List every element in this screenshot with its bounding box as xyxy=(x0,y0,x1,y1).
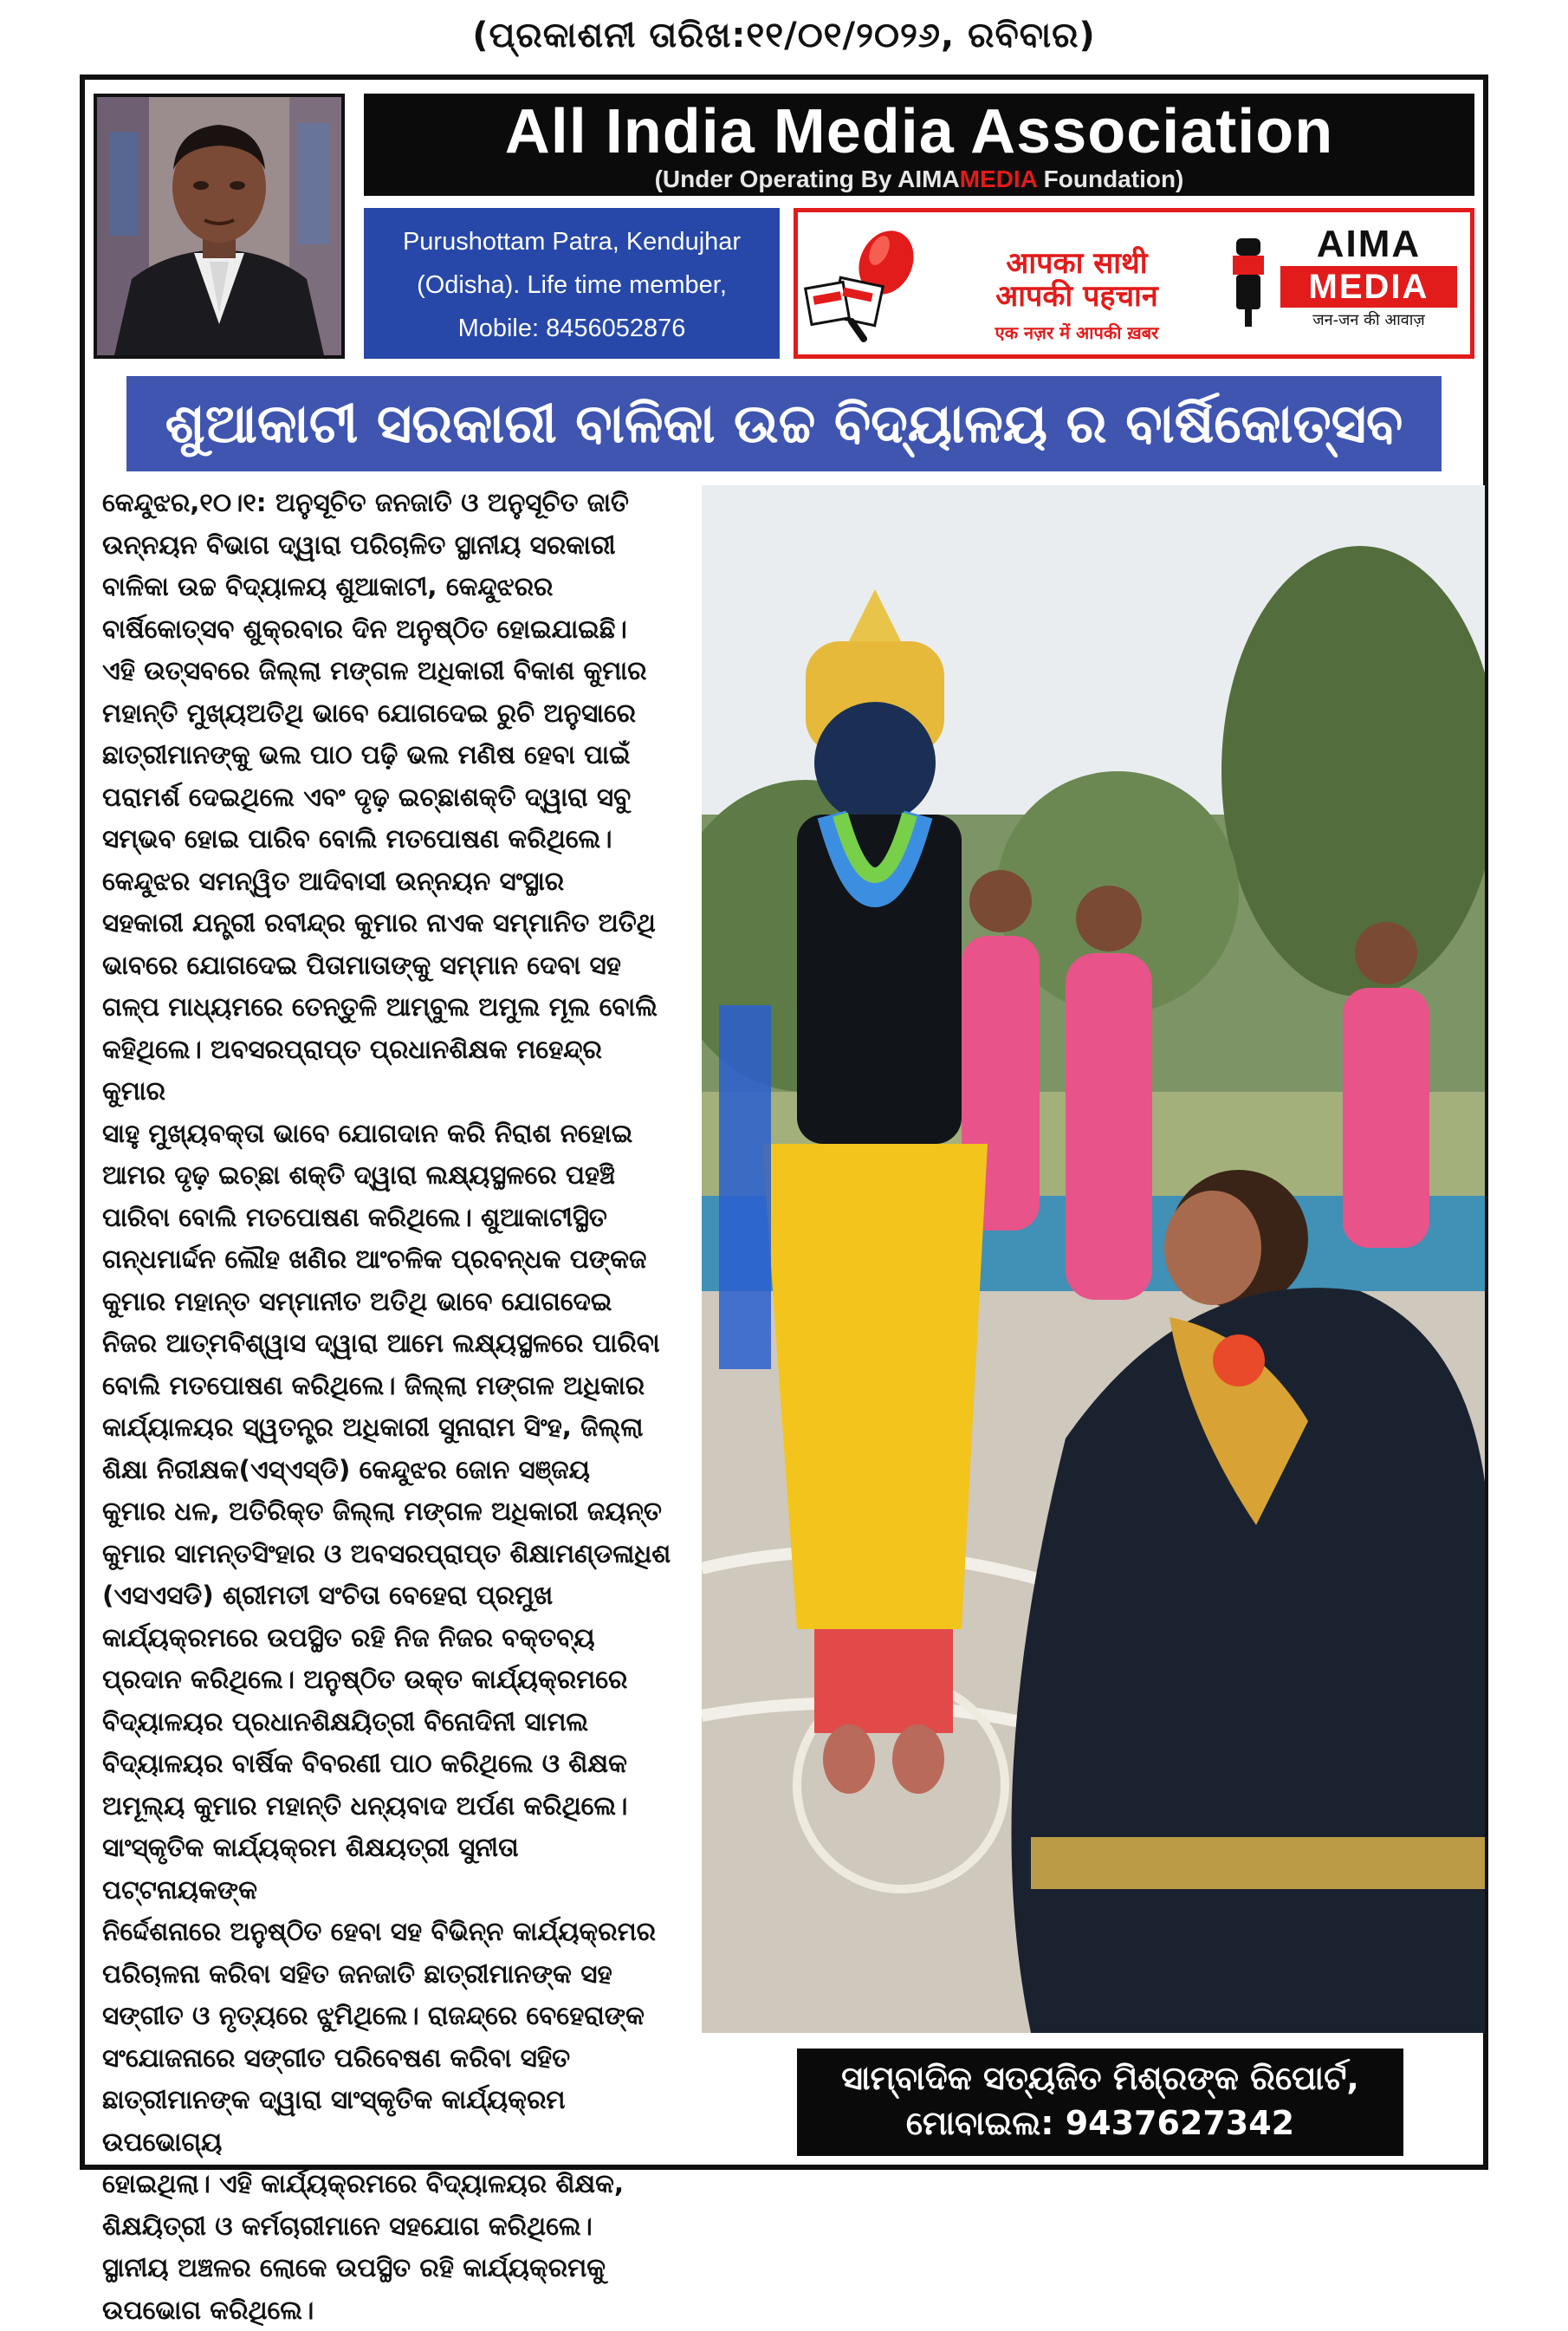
member-mobile-line: Mobile: 8456052876 xyxy=(457,315,686,342)
reporter-credit xyxy=(797,2049,1403,2156)
association-subtitle xyxy=(364,166,1474,192)
subtitle-suffix: Foundation) xyxy=(1036,166,1184,192)
mini-mic-logo-icon xyxy=(1229,238,1267,328)
article-body: କେନ୍ଦୁଝର,୧୦।୧: ଅନୁସୂଚିତ ଜନଜାତି ଓ ଅନୁସୂଚିତ ଜାତି ଉନ୍ନୟନ ବିଭାଗ ଦ୍ୱାରା ପରିଚାଳିତ ସ୍ଥାନୀୟ ସରକାରୀ ବାଳିକା ଉଚ୍ଚ ବିଦ୍ୟାଳୟ ଶୁଆକାଟୀ, କେନ୍ଦୁଝରର ବାର୍ଷିକୋତ୍ସବ ଶୁକ୍ରବାର ଦିନ ଅନୁଷ୍ଠିତ ହୋଇଯାଇଛି। ଏହି ଉତ୍ସବରେ ଜିଲ୍ଲା ମଙ୍ଗଳ ଅଧିକାରୀ ବିକାଶ କୁମାର ମହାନ୍ତି ମୁଖ୍ୟଅତିଥି ଭାବେ ଯୋଗଦେଇ ରୁଚି ଅନୁସାରେ ଛାତ୍ରୀମାନଙ୍କୁ ଭଲ ପାଠ ପଢ଼ି ଭଲ ମଣିଷ ହେବା ପାଇଁ ପରାମର୍ଶ ଦେଇଥିଲେ ଏବଂ ଦୃଢ଼ ଇଚ୍ଛାଶକ୍ତି ଦ୍ୱାରା ସବୁ ସମ୍ଭବ ହୋଇ ପାରିବ ବୋଲି ମତପୋଷଣ କରିଥିଲେ। କେନ୍ଦୁଝର ସମନ୍ୱିତ ଆଦିବାସୀ ଉନ୍ନୟନ ସଂସ୍ଥାର ସହକାରୀ ଯନ୍ତ୍ରୀ ରବୀନ୍ଦ୍ର କୁମାର ନାଏକ ସମ୍ମାନିତ ଅତିଥି ଭାବରେ ଯୋଗଦେଇ ପିତାମାତାଙ୍କୁ ସମ୍ମାନ ଦେବା ସହ ଗଳ୍ପ ମାଧ୍ୟମରେ ତେନ୍ତୁଳି ଆମ୍ବୁଲ ଅମୁଲ ମୂଲ ବୋଲି କହିଥିଲେ। ଅବସରପ୍ରାପ୍ତ ପ୍ରଧାନଶିକ୍ଷକ ମହେନ୍ଦ୍ର କୁମାର ସାହୁ ମୁଖ୍ୟବକ୍ତା ଭାବେ ଯୋଗଦାନ କରି ନିରାଶ ନହୋଇ ଆମର ଦୃଢ଼ ଇଚ୍ଛା ଶକ୍ତି ଦ୍ୱାରା ଲକ୍ଷ୍ୟସ୍ଥଳରେ ପହଞ୍ଚି ପାରିବା ବୋଲି ମତପୋଷଣ କରିଥିଲେ। ଶୁଆକାଟୀସ୍ଥିତ ଗନ୍ଧମାର୍ଦ୍ଦନ ଲୌହ ଖଣିର ଆଂଚଳିକ ପ୍ରବନ୍ଧକ ପଙ୍କଜ କୁମାର ମହାନ୍ତ ସମ୍ମାନୀତ ଅତିଥି ଭାବେ ଯୋଗଦେଇ ନିଜର ଆତ୍ମବିଶ୍ୱାସ ଦ୍ୱାରା ଆମେ ଲକ୍ଷ୍ୟସ୍ଥଳରେ ପାରିବା ବୋଲି ମତପୋଷଣ କରିଥିଲେ। ଜିଲ୍ଲା ମଙ୍ଗଳ ଅଧିକାର କାର୍ଯ୍ୟାଳୟର ସ୍ୱତନ୍ତ୍ର ଅଧିକାରୀ ସୁନାରାମ ସିଂହ, ଜିଲ୍ଲା ଶିକ୍ଷା ନିରୀକ୍ଷକ(ଏସ୍‌ଏସ୍‌ଡି) କେନ୍ଦୁଝର ଜୋନ ସଞ୍ଜୟ କୁମାର ଧଳ, ଅତିରିକ୍ତ ଜିଲ୍ଲା ମଙ୍ଗଳ ଅଧିକାରୀ ଜୟନ୍ତ କୁମାର ସାମନ୍ତସିଂହାର ଓ ଅବସରପ୍ରାପ୍ତ ଶିକ୍ଷାମଣ୍ଡଳାଧିଶ (ଏସଏସଡି) ଶ୍ରୀମତୀ ସଂଚିତା ବେହେରା ପ୍ରମୁଖ କାର୍ଯ୍ୟକ୍ରମରେ ଉପସ୍ଥିତ ରହି ନିଜ ନିଜର ବକ୍ତବ୍ୟ ପ୍ରଦାନ କରିଥିଲେ। ଅନୁଷ୍ଠିତ ଉକ୍ତ କାର୍ଯ୍ୟକ୍ରମରେ ବିଦ୍ୟାଳୟର ପ୍ରଧାନଶିକ୍ଷୟିତ୍ରୀ ବିନୋଦିନୀ ସାମଲ ବିଦ୍ୟାଳୟର ବାର୍ଷିକ ବିବରଣୀ ପାଠ କରିଥିଲେ ଓ ଶିକ୍ଷକ ଅମୂଲ୍ୟ କୁମାର ମହାନ୍ତି ଧନ୍ୟବାଦ ଅର୍ପଣ କରିଥିଲେ। ସାଂସ୍କୃତିକ କାର୍ଯ୍ୟକ୍ରମ ଶିକ୍ଷୟତ୍ରୀ ସୁନୀତା ପଟ୍ଟନାୟକଙ୍କ ନିର୍ଦ୍ଦେଶନାରେ ଅନୁଷ୍ଠିତ ହେବା ସହ ବିଭିନ୍ନ କାର୍ଯ୍ୟକ୍ରମର ପରିଚାଳନା କରିବା ସହିତ ଜନଜାତି ଛାତ୍ରୀମାନଙ୍କ ସହ ସଙ୍ଗୀତ ଓ ନୃତ୍ୟରେ ଝୁମିଥିଲେ। ରାଜନ୍ଦ୍ରେ ବେହେରାଙ୍କ ସଂଯୋଜନାରେ ସଙ୍ଗୀତ ପରିବେଷଣ କରିବା ସହିତ ଛାତ୍ରୀମାନଙ୍କ ଦ୍ୱାରା ସାଂସ୍କୃତିକ କାର୍ଯ୍ୟକ୍ରମ ଉପଭୋଗ୍ୟ ହୋଇଥିଲା। ଏହି କାର୍ଯ୍ୟକ୍ରମରେ ବିଦ୍ୟାଳୟର ଶିକ୍ଷକ, ଶିକ୍ଷୟିତ୍ରୀ ଓ କର୍ମଚାରୀମାନେ ସହଯୋଗ କରିଥିଲେ। ସ୍ଥାନୀୟ ଅଞ୍ଚଳର ଲୋକେ ଉପସ୍ଥିତ ରହି କାର୍ଯ୍ୟକ୍ରମକୁ ଉପଭୋଗ କରିଥିଲେ। xyxy=(102,488,671,2325)
subtitle-highlight: MEDIA xyxy=(959,166,1037,192)
association-banner xyxy=(364,94,1474,196)
article-headline: ଶୁଆକାଟୀ ସରକାରୀ ବାଳିକା ଉଚ୍ଚ ବିଦ୍ୟାଳୟ ର ବାର୍ଷିକୋତ୍ସବ xyxy=(126,376,1442,471)
logo-aima-text: AIMA xyxy=(1316,223,1422,265)
reporter-credit-line-2: ମୋବାଇଲ: 9437627342 xyxy=(905,2104,1295,2142)
slogan-line-2: आपकी पहचान xyxy=(995,279,1158,314)
microphone-icon xyxy=(803,224,924,344)
event-photo-illustration xyxy=(702,485,1485,2033)
reporter-credit-line-1: ସାମ୍ବାଦିକ ସତ୍ୟଜିତ ମିଶ୍ରଙ୍କ ରିପୋର୍ଟ, xyxy=(841,2059,1359,2097)
advert-slogan xyxy=(947,247,1207,344)
aima-media-logo xyxy=(1280,224,1458,339)
slogan-small: एक नज़र में आपकी ख़बर xyxy=(995,322,1159,343)
slogan-line-1: आपका साथी xyxy=(1006,246,1148,281)
member-status-line: (Odisha). Life time member, xyxy=(417,271,727,299)
subtitle-prefix: (Under Operating By AIMA xyxy=(654,166,960,192)
portrait-illustration xyxy=(97,97,341,355)
publication-date: (ପ୍ରକାଶନୀ ତାରିଖ:୧୧/୦୧/୨୦୨୬, ରବିବାର) xyxy=(472,16,1096,55)
member-portrait-photo xyxy=(94,94,345,359)
member-name-line: Purushottam Patra, Kendujhar xyxy=(402,228,742,256)
member-info-box xyxy=(364,208,780,359)
logo-tagline: जन-जन की आवाज़ xyxy=(1312,311,1425,329)
aima-media-advert xyxy=(794,208,1474,359)
event-photo xyxy=(702,485,1485,2033)
association-name: All India Media Association xyxy=(504,97,1334,166)
logo-media-text: MEDIA xyxy=(1280,266,1457,308)
